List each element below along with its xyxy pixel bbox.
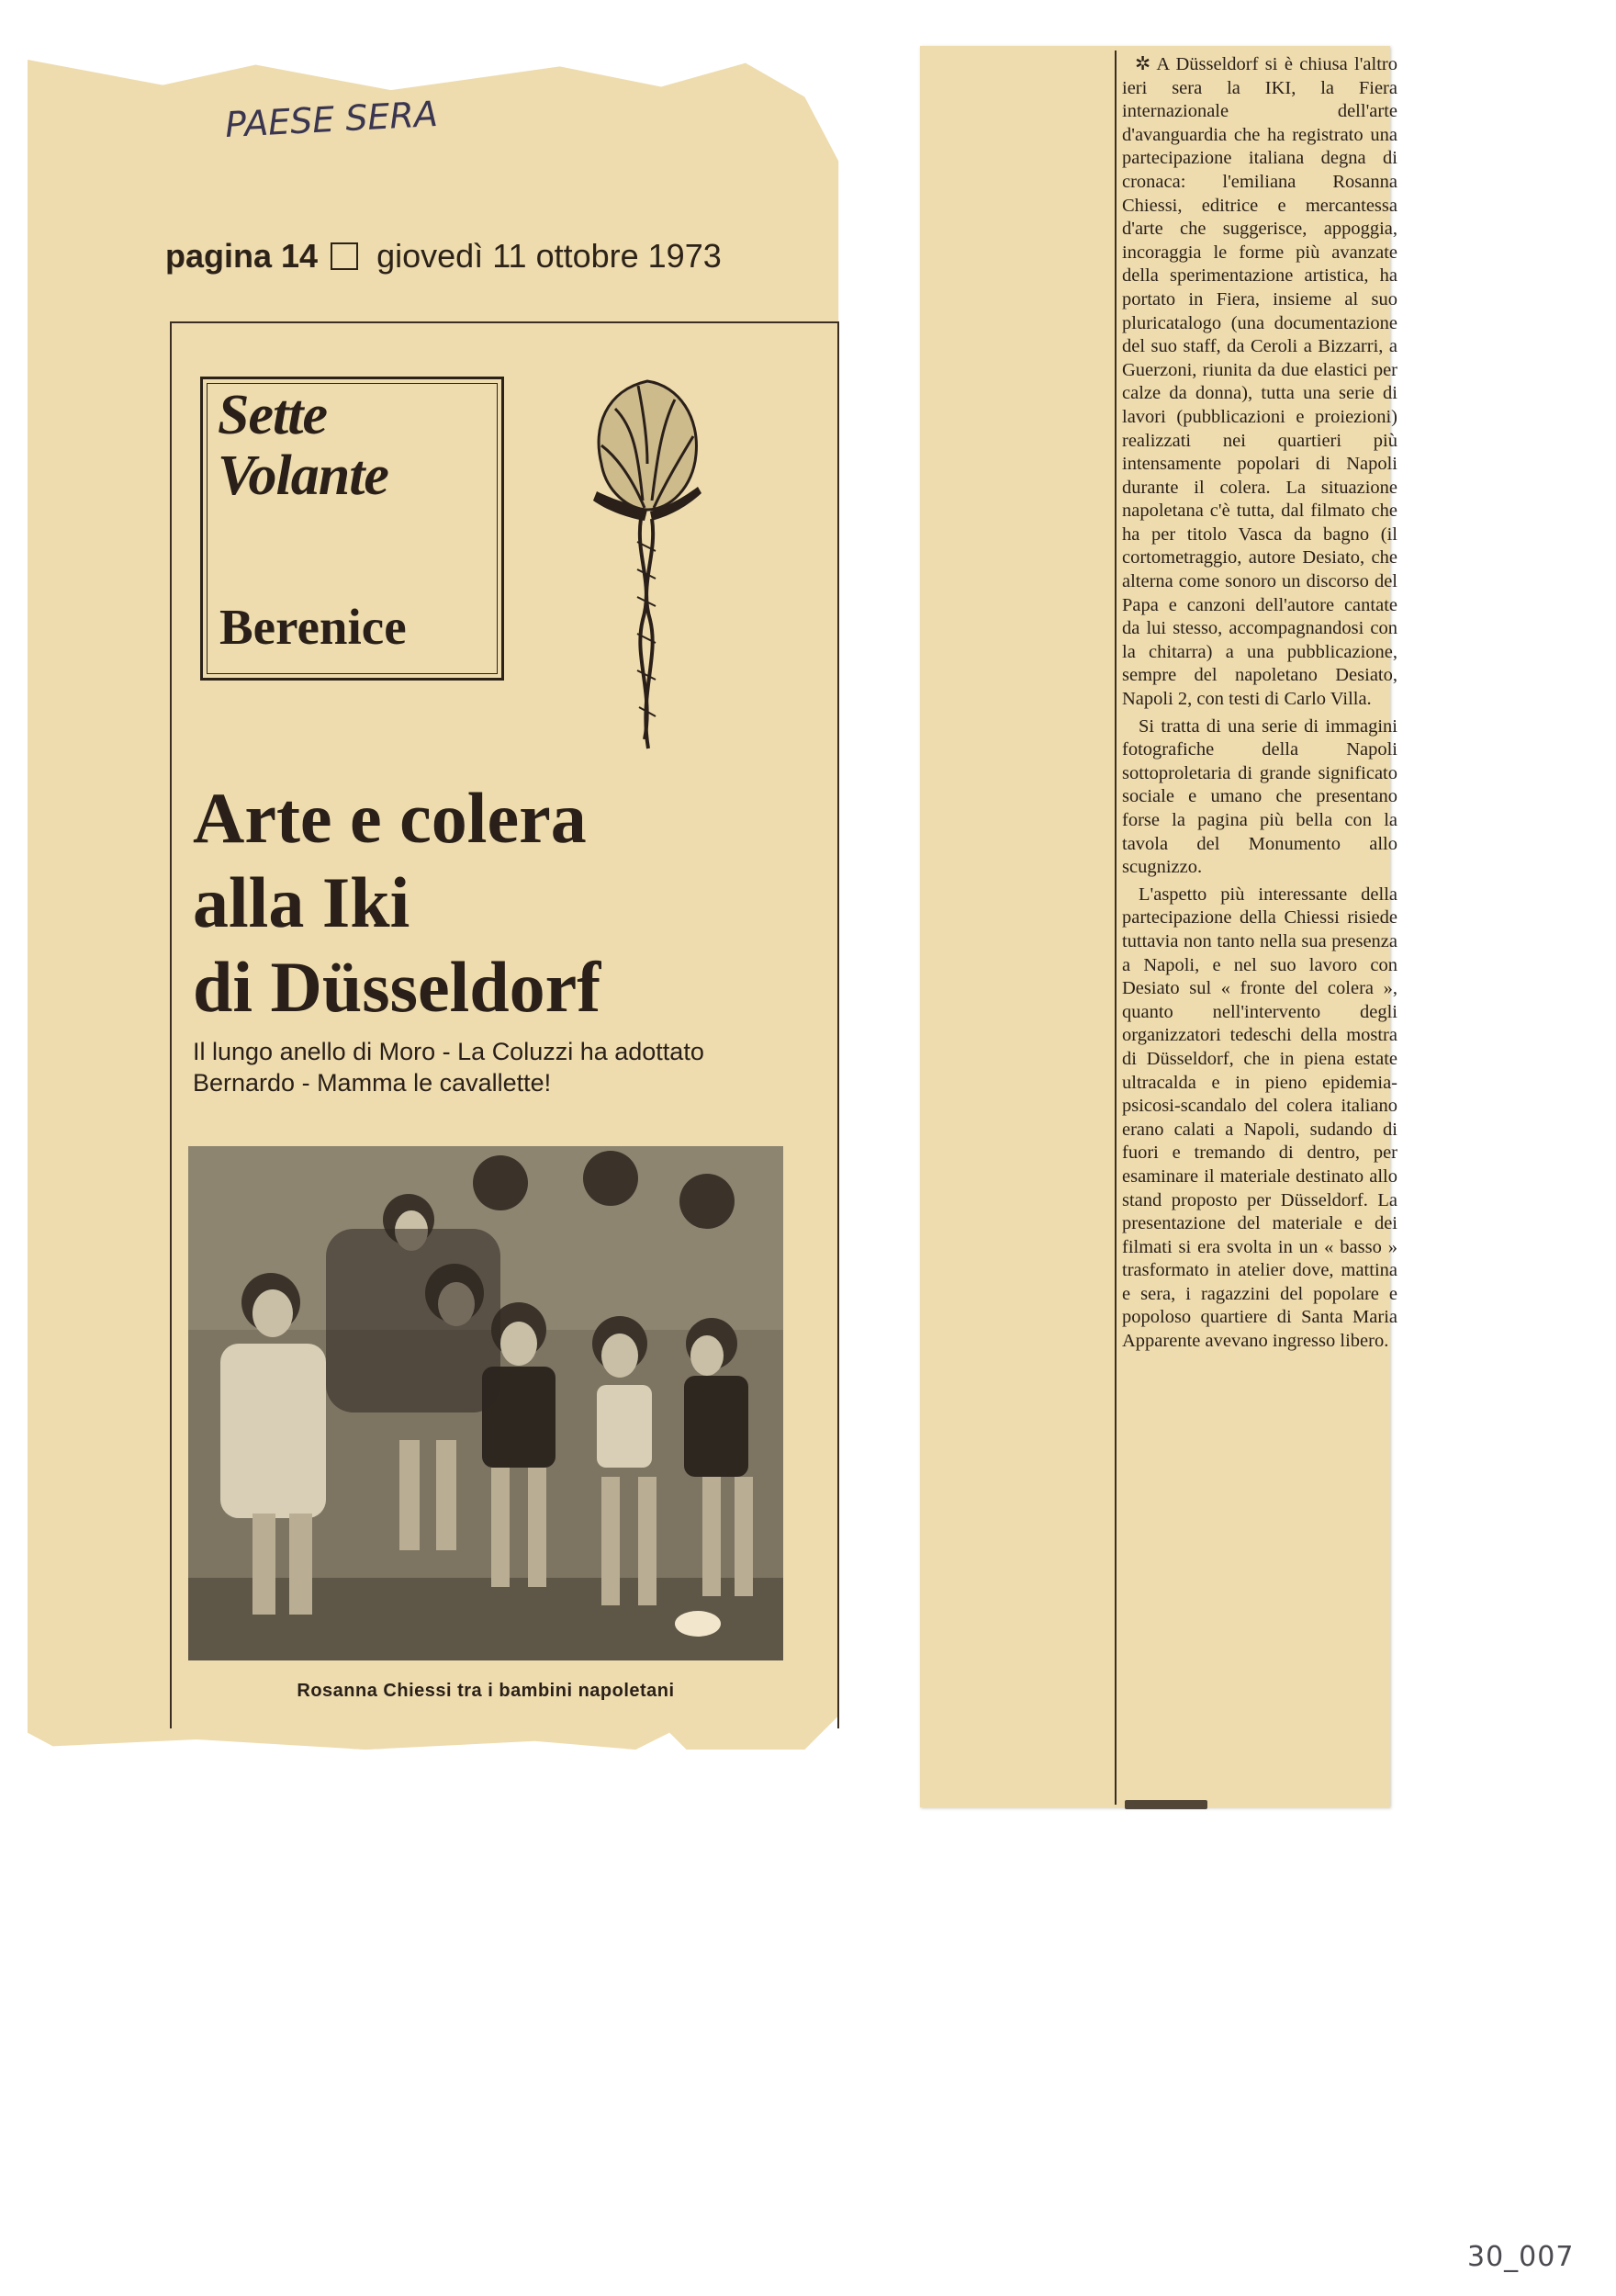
column-title: [218, 385, 388, 506]
article-paragraph-2: Si tratta di una serie di immagini fotografiche della Napoli sottoproletaria di grande significato sociale e umano che presentano forse la pagina più bella con la tavola del Monumento allo scugnizzo.: [1122, 715, 1397, 878]
article-body: [1122, 53, 1397, 1357]
headline-line3: di Düsseldorf: [193, 947, 601, 1027]
page-number: 14: [281, 237, 319, 275]
masthead-box-icon: [331, 242, 358, 270]
newspaper-masthead: [165, 237, 722, 276]
column-title-line1: Sette: [218, 384, 327, 446]
cut-off-next-headline: [1125, 1800, 1207, 1809]
issue-date: giovedì 11 ottobre 1973: [376, 237, 722, 275]
headline: [193, 776, 744, 1030]
archive-number: 30_007: [1467, 2241, 1575, 2273]
subheadline: Il lungo anello di Moro - La Coluzzi ha adottato Bernardo - Mamma le cavallette!: [193, 1038, 704, 1097]
column-title-line2: Volante: [218, 445, 388, 507]
column-rule: [1115, 51, 1117, 1805]
article-paragraph-1: ✲ A Düsseldorf si è chiusa l'altro ieri sera la IKI, la Fiera internazionale dell'arte d'avanguardia che ha registrato una partecipazione italiana degna di cronaca: l'emiliana Rosanna Chiessi, editrice e mercantessa d'arte che suggerisce, appoggia, incoraggia le forme più avanzate della sperimentazione artistica, ha portato in Fiera, insieme al suo pluricatalogo (una documentazione del suo staff, da Ceroli a Bizzarri, a Guerzoni, riunita da due elastici per calze da donna), tutta una serie di lavori (pubblicazioni e proiezioni) realizzati nei quartieri più intensamente popolari di Napoli durante il colera. La situazione napoletana c'è tutta, dal filmato che ha per titolo Vasca da bagno (il cortometraggio, autore Desiato, che alterna come sonoro un discorso del Papa e canzoni dell'autore cantate da lui stesso, accompagnandosi con la chitarra) a una pubblicazione, sempre del napoletano Desiato, Napoli 2, con testi di Carlo Villa.: [1122, 54, 1397, 710]
headline-line2: alla Iki: [193, 862, 410, 942]
handwritten-source-note: PAESE SERA: [224, 93, 439, 146]
column-author: Berenice: [219, 599, 407, 655]
column-logo-box: [200, 377, 504, 681]
photo-group-of-children: [188, 1146, 783, 1660]
page-label: pagina: [165, 237, 273, 275]
news-photo: [188, 1146, 783, 1660]
photo-caption: Rosanna Chiessi tra i bambini napoletani: [297, 1681, 675, 1701]
article-paragraph-3: L'aspetto più interessante della partecipazione della Chiessi risiede tuttavia non tanto nella sua presenza a Napoli, e nel suo lavoro con Desiato sul « fronte del colera », quanto nell'intervento degli organizzatori tedeschi della mostra di Düsseldorf, che in piena estate ultracalda e in pieno epidemia-psicosi-scandalo del colera italiano erano calati a Napoli, sudando di fuori e tremando di dentro, per esaminare il materiale destinato allo stand proposto per Düsseldorf. La presentazione del materiale e dei filmati si era svolta in un « basso » trasformato in atelier dove, mattina e sera, i ragazzini del popolare e popoloso quartiere di Santa Maria Apparente avevano ingresso libero.: [1122, 884, 1397, 1352]
artichoke-illustration: [588, 372, 707, 758]
headline-line1: Arte e colera: [193, 778, 587, 858]
